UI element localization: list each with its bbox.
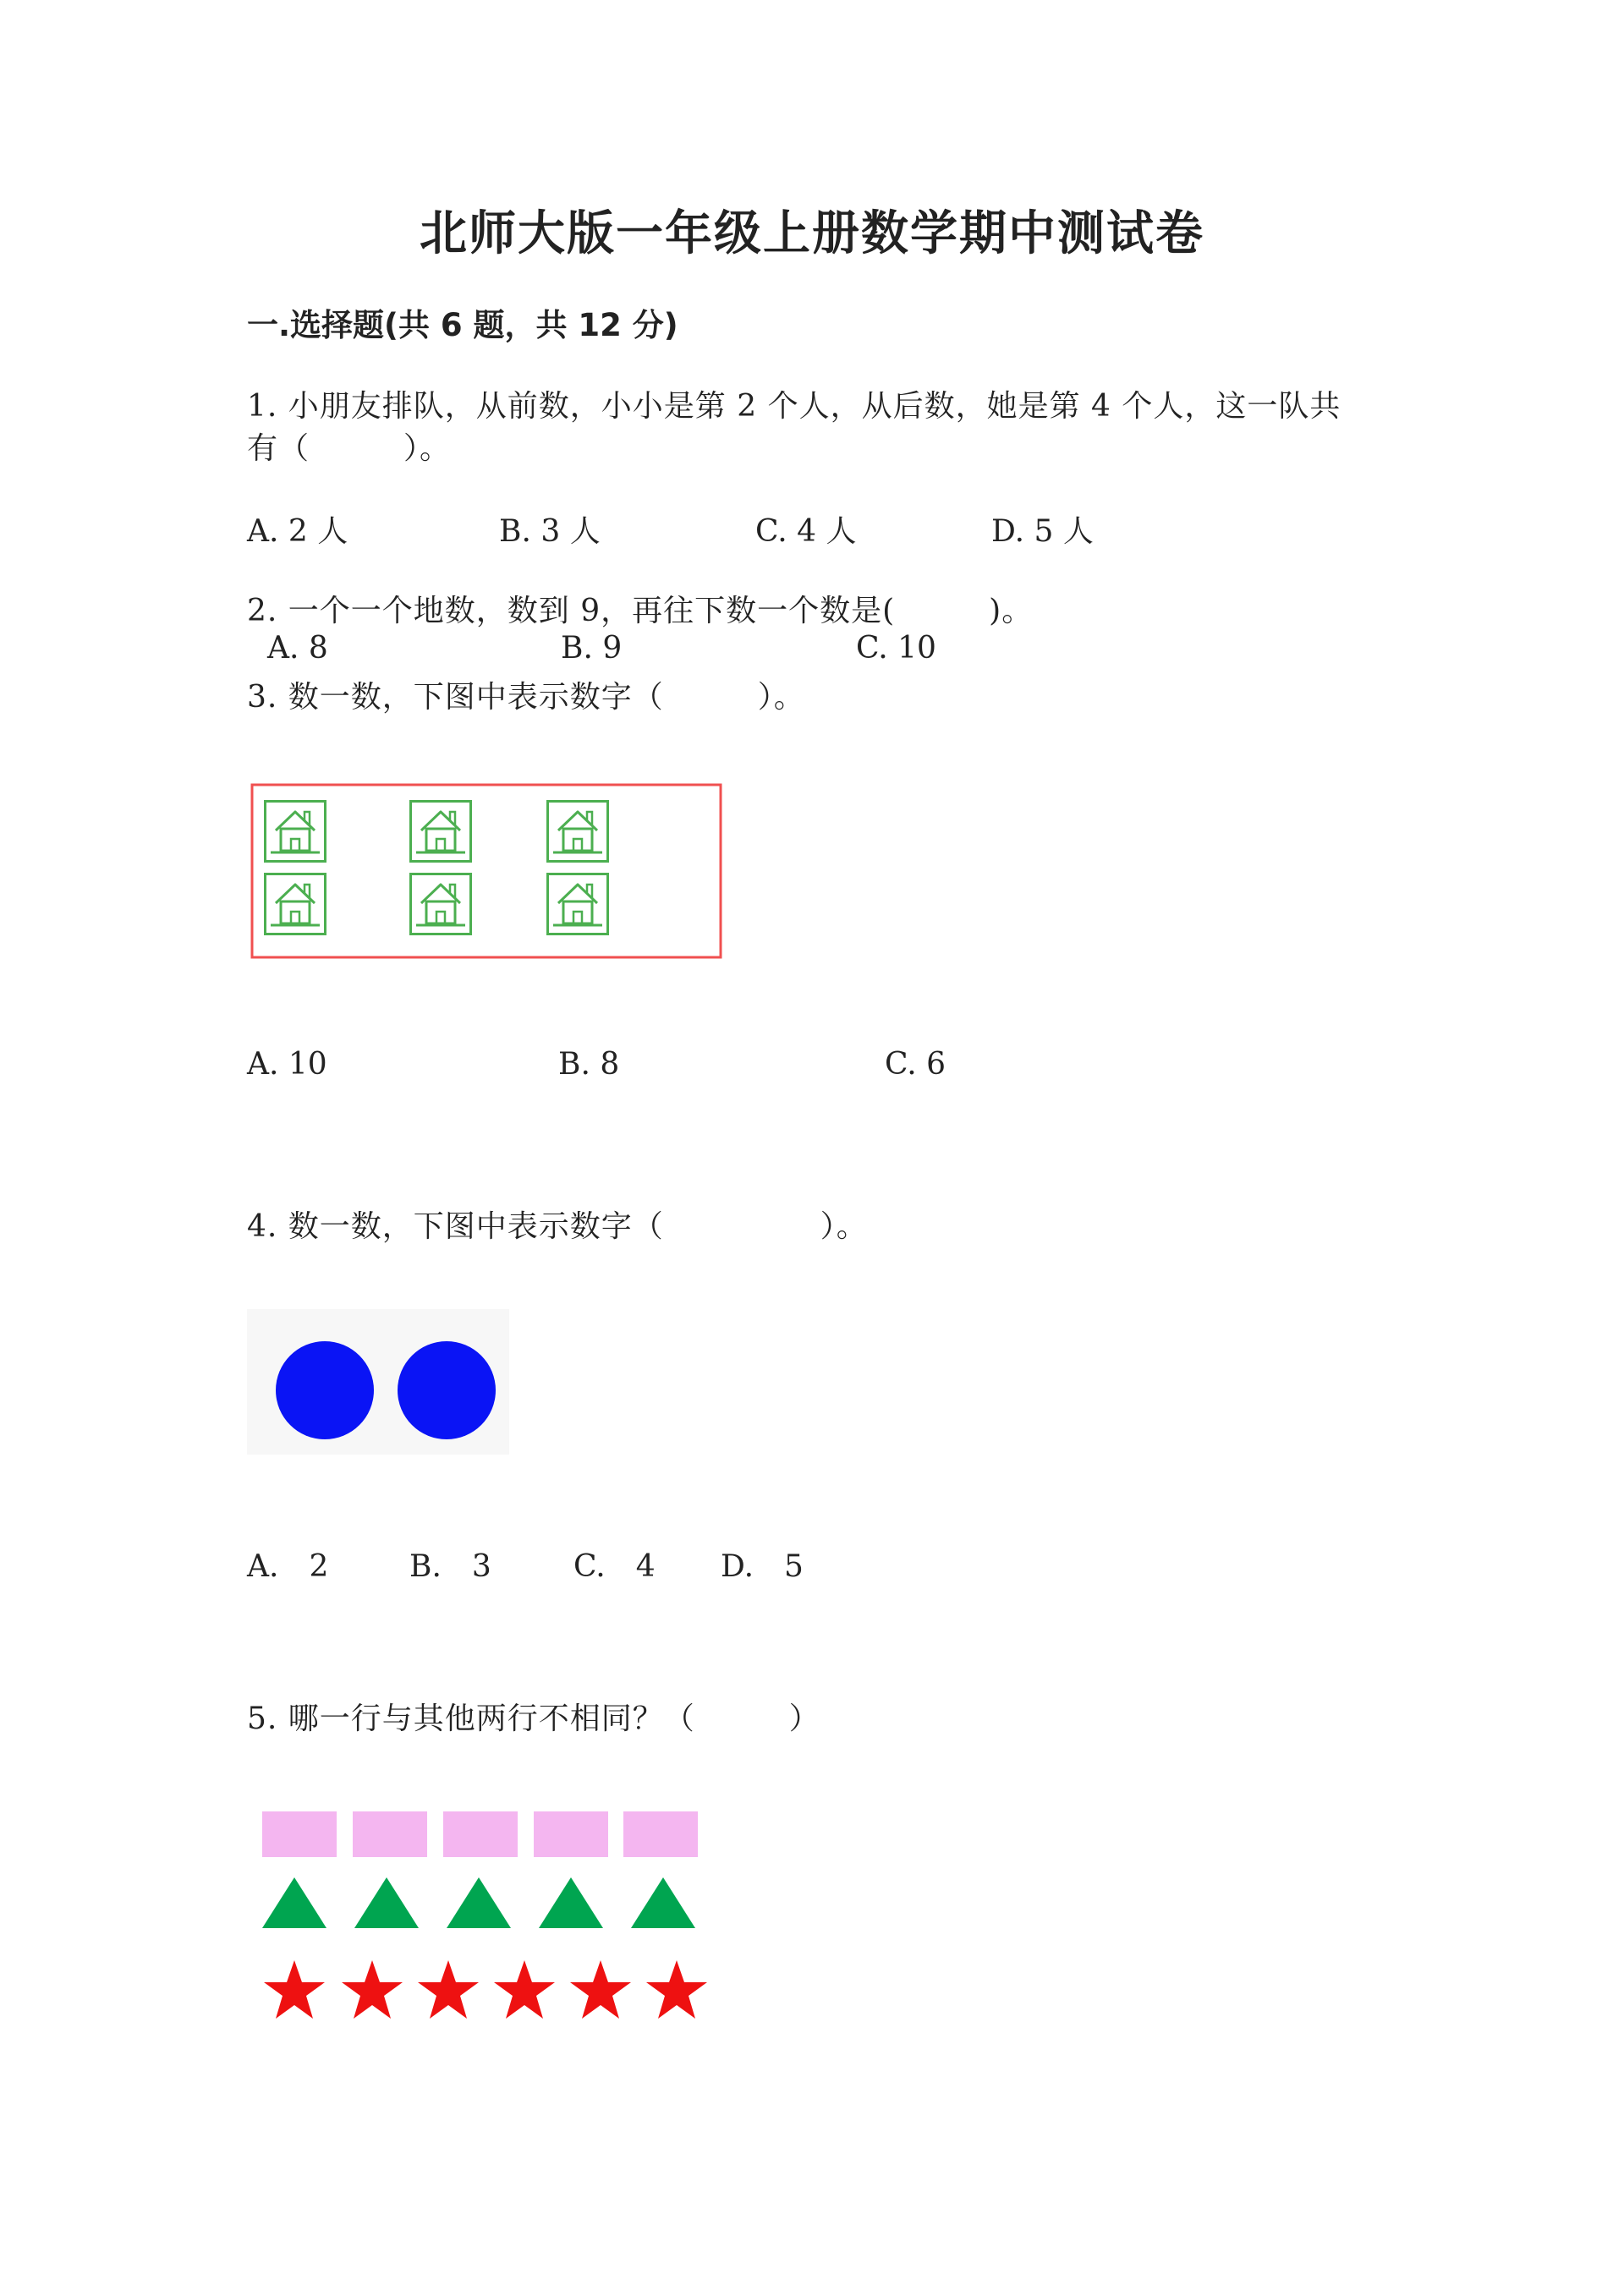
- question-5-figure: [254, 1801, 727, 2047]
- question-3-option-a[interactable]: A. 10: [247, 1047, 327, 1082]
- question-4-option-a[interactable]: A. 2: [247, 1549, 329, 1584]
- house-icon: [411, 802, 471, 862]
- question-3-figure: [250, 783, 724, 961]
- question-1-option-b[interactable]: B. 3 人: [499, 514, 601, 549]
- question-2-option-a[interactable]: A. 8: [267, 631, 328, 666]
- question-2-option-b[interactable]: B. 9: [561, 631, 623, 666]
- question-4-figure: [247, 1309, 509, 1455]
- question-1-text-line2: 有（ ）。: [247, 431, 452, 466]
- pink-rectangle: [534, 1811, 608, 1857]
- house-icon: [411, 874, 471, 934]
- question-1-option-a[interactable]: A. 2 人: [247, 514, 348, 549]
- question-2-option-c[interactable]: C. 10: [856, 631, 936, 666]
- question-4-option-c[interactable]: C. 4: [573, 1549, 656, 1584]
- question-2-text: 2. 一个一个地数，数到 9，再往下数一个数是( )。: [247, 594, 1034, 628]
- pink-rectangle: [623, 1811, 698, 1857]
- question-3-option-c[interactable]: C. 6: [885, 1047, 946, 1082]
- page-title: 北师大版一年级上册数学期中测试卷: [420, 206, 1204, 261]
- question-5-text: 5. 哪一行与其他两行不相同？（ ）: [247, 1701, 820, 1736]
- house-icon: [266, 874, 326, 934]
- question-1-option-d[interactable]: D. 5 人: [991, 514, 1094, 549]
- house-icon: [548, 802, 608, 862]
- question-3-option-b[interactable]: B. 8: [558, 1047, 620, 1082]
- pink-rectangle: [443, 1811, 518, 1857]
- house-icon: [266, 802, 326, 862]
- house-icon: [548, 874, 608, 934]
- question-1-option-c[interactable]: C. 4 人: [755, 514, 857, 549]
- blue-circle: [276, 1341, 374, 1439]
- question-4-option-d[interactable]: D. 5: [721, 1549, 804, 1584]
- question-4-text: 4. 数一数，下图中表示数字（ ）。: [247, 1209, 868, 1244]
- pink-rectangle: [262, 1811, 337, 1857]
- question-4-option-b[interactable]: B. 3: [409, 1549, 491, 1584]
- question-1-text-line1: 1. 小朋友排队，从前数，小小是第 2 个人，从后数，她是第 4 个人，这一队共: [247, 389, 1341, 424]
- question-3-text: 3. 数一数，下图中表示数字（ ）。: [247, 680, 805, 715]
- blue-circle: [398, 1341, 496, 1439]
- section-heading: 一.选择题(共 6 题，共 12 分): [247, 307, 678, 343]
- pink-rectangle: [353, 1811, 427, 1857]
